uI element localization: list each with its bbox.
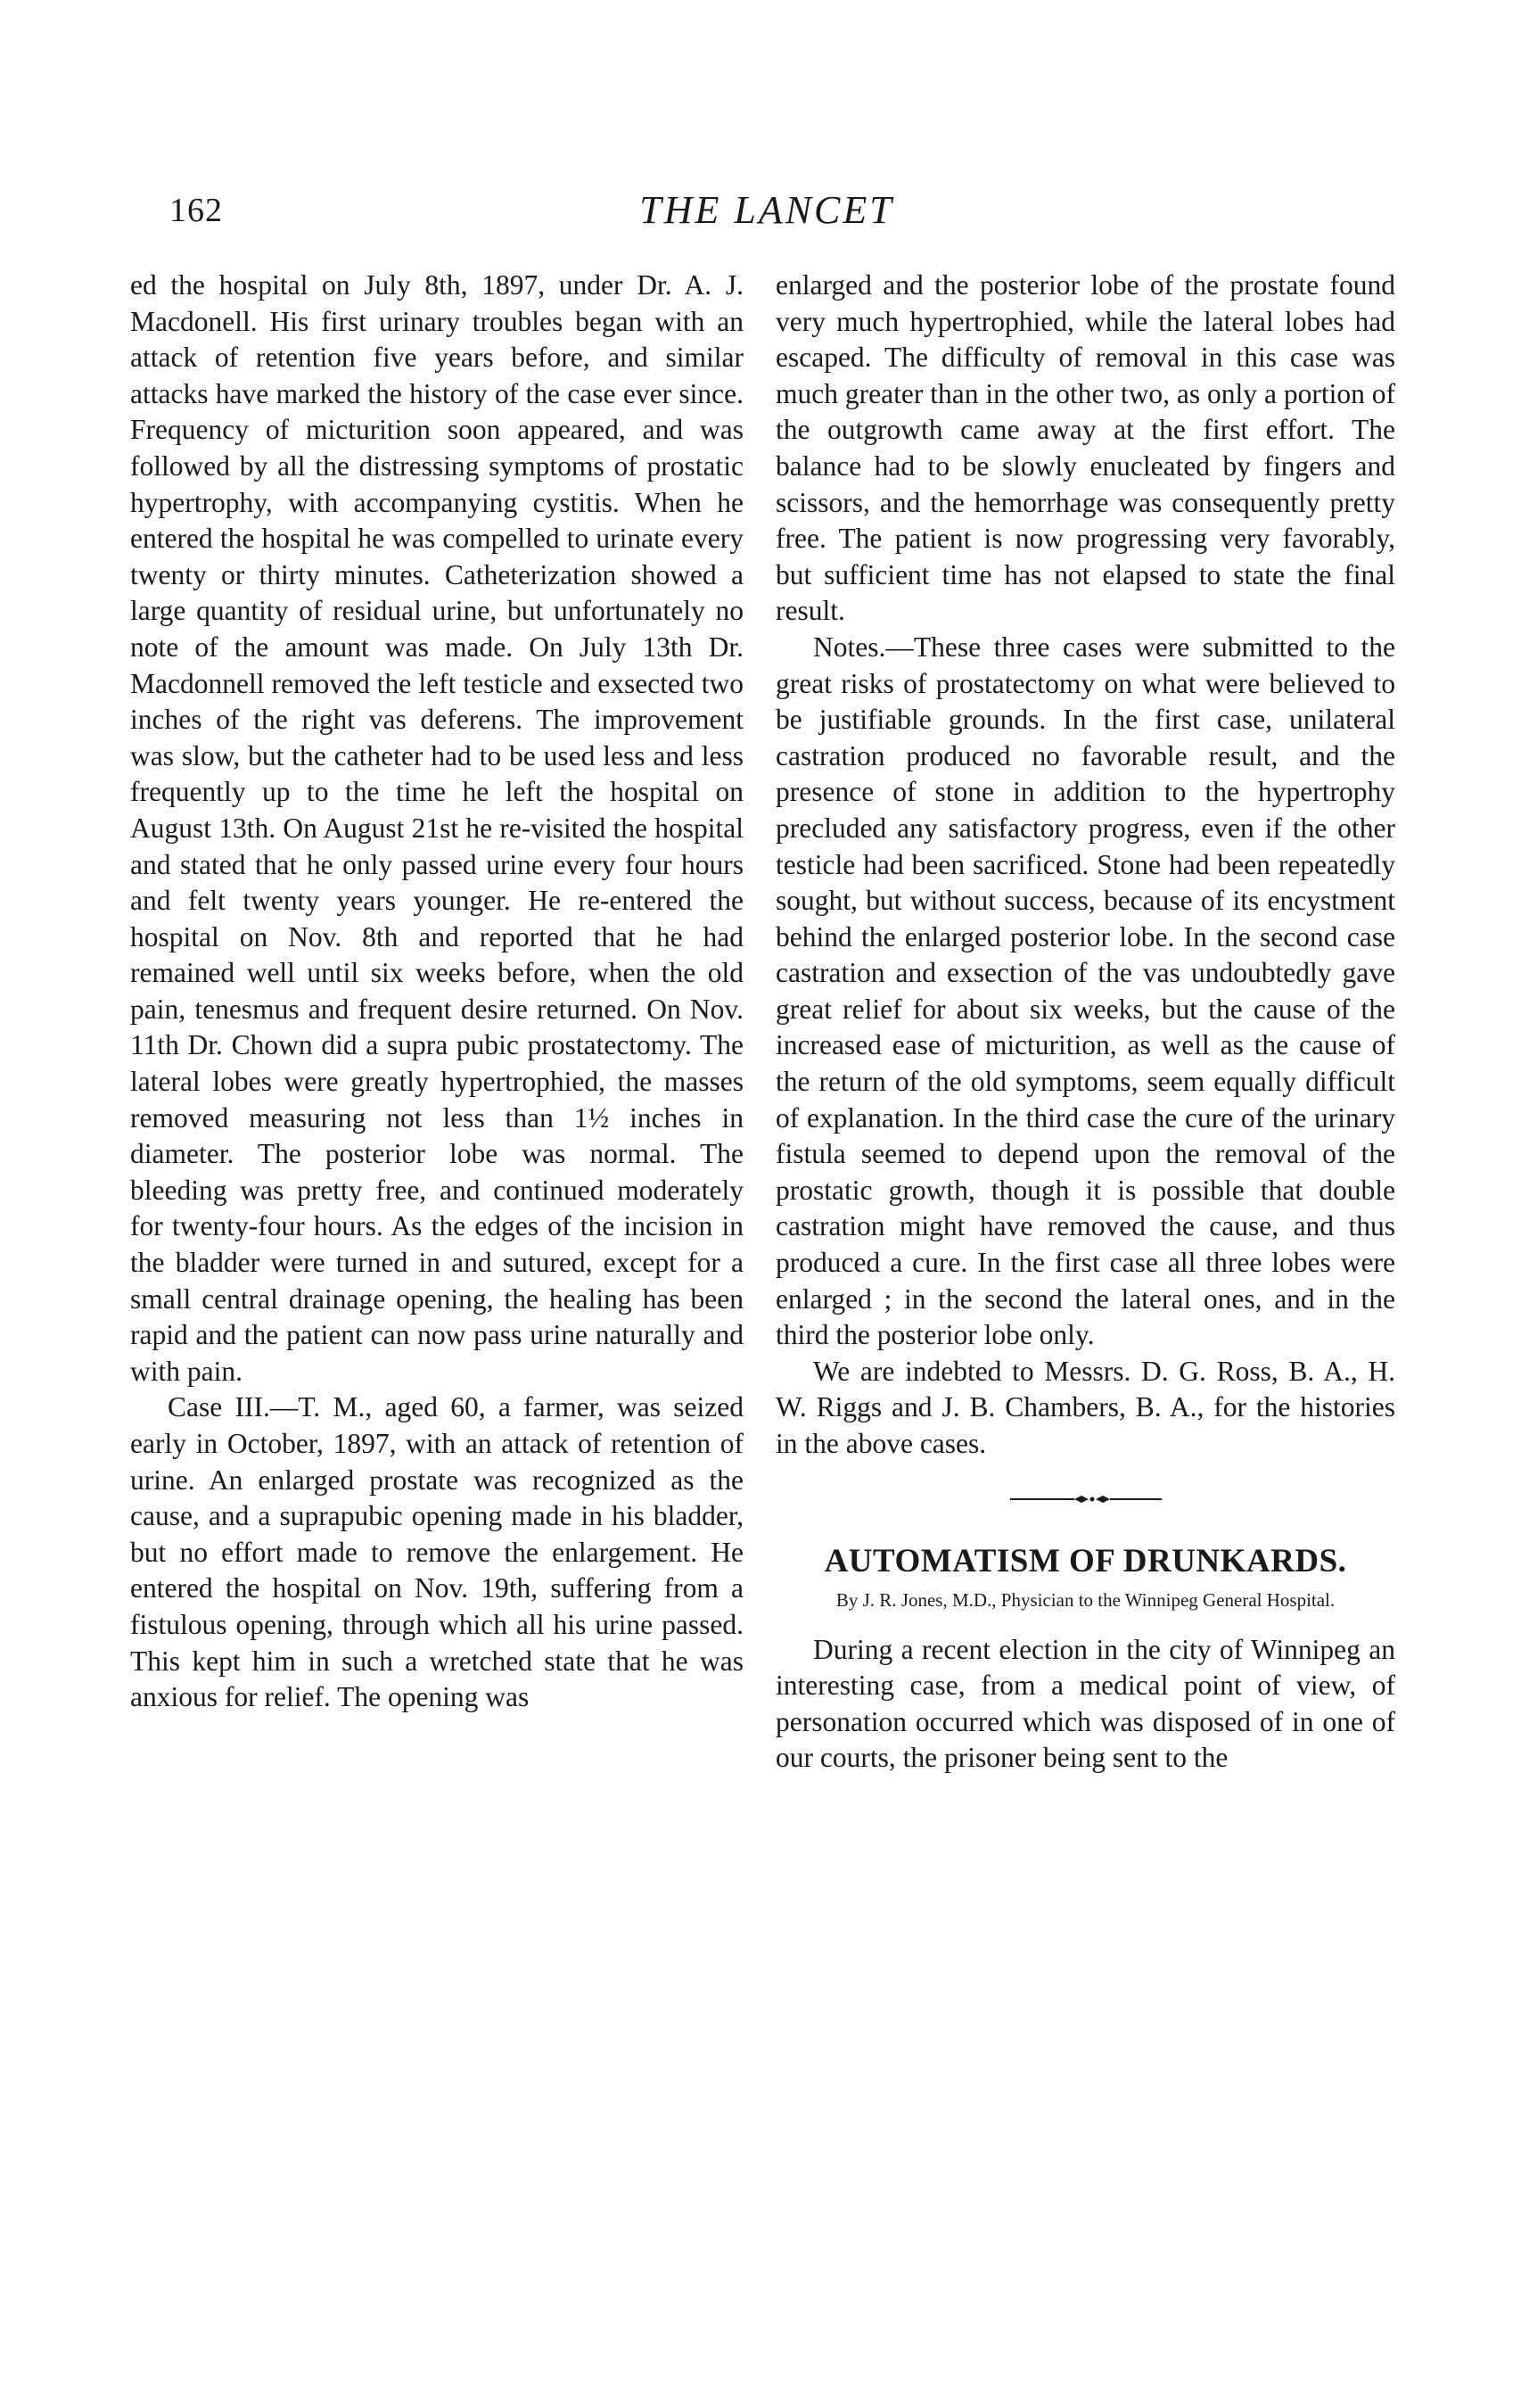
case-three-paragraph: Case III.—T. M., aged 60, a farmer, was seized early in October, 1897, with an attack of retention of urine. An enlarged prostate was recognized as the cause, and a suprapubic opening made in his bladder, but no effort made to remove the enlargement. He entered the hospital on Nov. 19th, suffering from a fistulous opening, through which all his urine passed. This kept him in such a wretched state that he was anxious for relief. The opening was — [130, 1391, 744, 1713]
section-divider-ornament — [1010, 1493, 1162, 1505]
article-byline: By J. R. Jones, M.D., Physician to the Winnipeg General Hospital. — [835, 1588, 1336, 1611]
article-title: AUTOMATISM OF DRUNKARDS. — [824, 1542, 1347, 1579]
right-column — [776, 268, 1395, 1777]
case-three-continuation: enlarged and the posterior lobe of the prostate found very much hypertrophied, while the lateral lobes had escaped. The difficulty of removal in this case was much greater than in the other two, as only a portion of the outgrowth came away at the first effort. The balance had to be slowly enucleated by fingers and scissors, and the hemorrhage was consequently pretty free. The patient is now progressing very favorably, but sufficient time has not elapsed to state the final result. — [776, 269, 1395, 627]
page-number: 162 — [169, 192, 223, 229]
notes-paragraph: Notes.—These three cases were submitted to the great risks of prostatectomy on what were believed to be justifiable grounds. In the first case, unilateral castration produced no favorable result, and the presence of stone in addition to the hypertrophy precluded any satisfactory progress, even if the other testicle had been sacrificed. Stone had been repeatedly sought, but without success, because of its encystment behind the enlarged posterior lobe. In the second case castration and exsection of the vas undoubtedly gave great relief for about six weeks, but the cause of the increased ease of micturition, as well as the cause of the return of the old symptoms, seem equally difficult of explanation. In the third case the cure of the urinary fistula seemed to depend upon the removal of the prostatic growth, though it is possible that double castration might have removed the cause, and thus produced a cure. In the first case all three lobes were enlarged ; in the second the lateral ones, and in the third the posterior lobe only. — [776, 631, 1395, 1351]
acknowledgement-paragraph: We are indebted to Messrs. D. G. Ross, B. A., H. W. Riggs and J. B. Chambers, B. A., for the histories in the above cases. — [776, 1355, 1395, 1459]
left-column — [130, 268, 744, 1716]
running-head: THE LANCET — [639, 188, 894, 232]
case-two-continuation: ed the hospital on July 8th, 1897, under Dr. A. J. Macdonell. His first urinary troubles began with an attack of retention five years before, and similar attacks have marked the history of the case ever since. Frequency of micturition soon appeared, and was followed by all the distressing symptoms of prostatic hypertrophy, with accompanying cystitis. When he entered the hospital he was compelled to urinate every twenty or thirty minutes. Catheterization showed a large quantity of residual urine, but unfortunately no note of the amount was made. On July 13th Dr. Macdonnell removed the left testicle and exsected two inches of the right vas deferens. The improvement was slow, but the catheter had to be used less and less frequently up to the time he left the hospital on August 13th. On August 21st he re-visited the hospital and stated that he only passed urine every four hours and felt twenty years younger. He re-entered the hospital on Nov. 8th and reported that he had remained well until six weeks before, when the old pain, tenesmus and frequent desire returned. On Nov. 11th Dr. Chown did a supra pubic prostatectomy. The lateral lobes were greatly hypertrophied, the masses removed measuring not less than 1½ inches in diameter. The posterior lobe was normal. The bleeding was pretty free, and continued moderately for twenty-four hours. As the edges of the incision in the bladder were turned in and sutured, except for a small central drainage opening, the healing has been rapid and the patient can now pass urine naturally and with pain. — [130, 269, 744, 1387]
article-opening-paragraph: During a recent election in the city of Winnipeg an interesting case, from a medical point of view, of personation occurred which was disposed of in one of our courts, the prisoner being sent to the — [776, 1633, 1395, 1774]
